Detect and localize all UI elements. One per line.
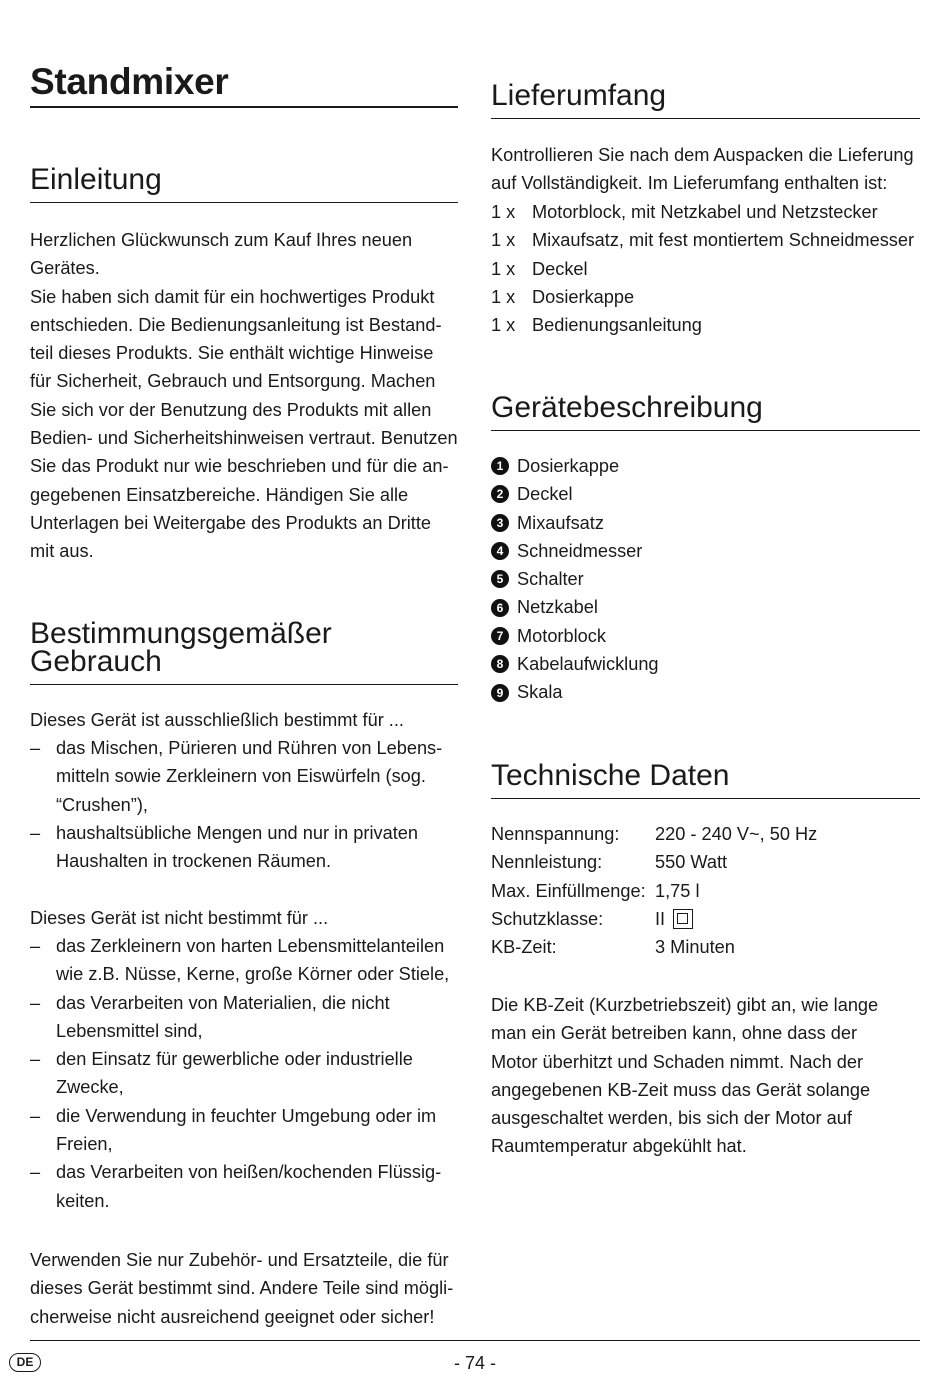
list-item [491, 593, 920, 621]
list-item [491, 255, 920, 283]
number-circle-icon: 2 [491, 485, 509, 503]
list-item [491, 452, 920, 480]
text-line: den Einsatz für gewerbliche oder industrielle [56, 1049, 413, 1070]
dash-bullet: – [30, 822, 41, 843]
number-circle-icon: 6 [491, 599, 509, 617]
table-row [491, 848, 920, 876]
heading-line: Gebrauch [30, 645, 162, 678]
list-item [491, 226, 920, 254]
part-label: Schneidmesser [517, 540, 643, 561]
text-line: man ein Gerät betreiben kann, ohne dass der [491, 1023, 858, 1044]
text-line: keiten. [56, 1190, 110, 1211]
dash-bullet: – [30, 1162, 41, 1183]
dash-bullet: – [30, 738, 41, 758]
list-item [30, 734, 458, 819]
text-line: Kontrollieren Sie nach dem Auspacken die Lieferung [491, 145, 914, 165]
text-line: Herzlichen Glückwunsch zum Kauf Ihres neuen [30, 230, 413, 250]
list-item [491, 283, 920, 311]
list-item [491, 509, 920, 537]
text-line: cherweise nicht ausreichend geeignet oder sicher! [30, 1306, 435, 1327]
dash-bullet: – [30, 936, 41, 956]
spec-value-cell [655, 905, 920, 933]
text-line: Bedien- und Sicherheitshinweisen vertraut. Benutzen [30, 428, 458, 449]
part-label: Dosierkappe [517, 456, 620, 476]
part-label: Kabelaufwicklung [517, 654, 659, 675]
item-name: Mixaufsatz, mit fest montiertem Schneidmesser [532, 230, 915, 251]
text-line: Sie sich vor der Benutzung des Produkts mit allen [30, 399, 432, 420]
bestimmung-intro-not-allowed: Dieses Gerät ist nicht bestimmt für ... [30, 908, 329, 928]
text-line: Unterlagen bei Weitergabe des Produkts an Dritte [30, 512, 432, 533]
text-line: Die KB-Zeit (Kurzbetriebszeit) gibt an, wie lange [491, 995, 879, 1015]
section-heading-geraetebeschreibung: Gerätebeschreibung [491, 394, 920, 431]
list-item [491, 622, 920, 650]
list-item [491, 311, 920, 339]
spec-value: II [655, 908, 666, 929]
device-parts-list [491, 452, 920, 707]
text-line: Verwenden Sie nur Zubehör- und Ersatzteile, die für [30, 1250, 449, 1270]
language-badge: DE [9, 1353, 41, 1372]
text-line: “Crushen”), [56, 794, 148, 815]
allowed-use-list [30, 734, 458, 875]
text-line: ausgeschaltet werden, bis sich der Motor auf [491, 1108, 852, 1129]
text-line: mitteln sowie Zerkleinern von Eiswürfeln (sog. [56, 766, 426, 787]
item-name: Dosierkappe [532, 286, 635, 307]
number-circle-icon: 3 [491, 514, 509, 532]
dash-bullet: – [30, 1049, 41, 1070]
table-row [491, 933, 920, 961]
technical-data-table [491, 820, 920, 961]
page-number: - 74 - [453, 1353, 496, 1373]
number-circle-icon: 7 [491, 627, 509, 645]
not-allowed-use-list [30, 932, 458, 1215]
spec-value: 1,75 l [655, 880, 700, 901]
table-row [491, 905, 920, 933]
text-line: Freien, [56, 1134, 113, 1155]
section-heading-lieferumfang: Lieferumfang [491, 82, 920, 119]
number-circle-icon: 5 [491, 570, 509, 588]
part-label: Netzkabel [517, 597, 598, 618]
number-circle-icon: 8 [491, 655, 509, 673]
section-heading-bestimmung [30, 617, 458, 685]
text-line: Motor überhitzt und Schaden nimmt. Nach der [491, 1051, 864, 1072]
text-line: Sie haben sich damit für ein hochwertiges Produkt [30, 286, 435, 307]
part-label: Motorblock [517, 625, 606, 646]
table-row [491, 877, 920, 905]
bestimmung-closing-paragraph [30, 1246, 458, 1331]
text-line: das Mischen, Pürieren und Rühren von Lebens- [56, 738, 443, 758]
section-heading-einleitung: Einleitung [30, 166, 458, 203]
text-line: Zwecke, [56, 1077, 124, 1098]
part-label: Schalter [517, 569, 584, 590]
list-item [30, 1158, 458, 1215]
text-line: dieses Gerät bestimmt sind. Andere Teile sind mögli- [30, 1278, 454, 1299]
text-line: teil dieses Produkts. Sie enthält wichtige Hinweise [30, 343, 434, 364]
section-heading-technische-daten: Technische Daten [491, 762, 920, 799]
item-quantity: 1 x [491, 315, 516, 336]
heading-line: Bestimmungsgemäßer [30, 617, 332, 650]
spec-key: Schutzklasse: [491, 908, 604, 929]
item-quantity: 1 x [491, 230, 516, 251]
spec-key: KB-Zeit: [491, 937, 557, 958]
spec-value: 220 - 240 V~, 50 Hz [655, 824, 818, 844]
list-item [30, 989, 458, 1046]
item-quantity: 1 x [491, 286, 516, 307]
number-circle-icon: 9 [491, 684, 509, 702]
text-line: auf Vollständigkeit. Im Lieferumfang enthalten ist: [491, 173, 888, 194]
dash-bullet: – [30, 1105, 41, 1126]
text-line: Gerätes. [30, 258, 100, 279]
list-item [30, 932, 458, 989]
page-title: Standmixer [30, 60, 458, 108]
list-item [30, 1045, 458, 1102]
text-line: entschieden. Die Bedienungsanleitung ist Bestand- [30, 314, 442, 335]
item-quantity: 1 x [491, 258, 516, 279]
text-line: haushaltsübliche Mengen und nur in privaten [56, 822, 418, 843]
class-ii-double-square-icon [673, 909, 693, 929]
kb-zeit-note [491, 991, 920, 1161]
list-item [491, 650, 920, 678]
text-line: gegebenen Einsatzbereiche. Händigen Sie alle [30, 484, 409, 505]
text-line: wie z.B. Nüsse, Kerne, große Körner oder Stiele, [56, 964, 450, 985]
number-circle-icon: 1 [491, 457, 509, 475]
number-circle-icon: 4 [491, 542, 509, 560]
list-item [30, 1102, 458, 1159]
text-line: das Verarbeiten von Materialien, die nicht [56, 992, 390, 1013]
text-line: angegebenen KB-Zeit muss das Gerät solange [491, 1079, 871, 1100]
text-line: die Verwendung in feuchter Umgebung oder im [56, 1105, 437, 1126]
text-line: das Verarbeiten von heißen/kochenden Flüssig- [56, 1162, 442, 1183]
item-quantity: 1 x [491, 202, 516, 222]
spec-key: Nennspannung: [491, 824, 620, 844]
text-line: Raumtemperatur abgekühlt hat. [491, 1136, 747, 1157]
part-label: Skala [517, 682, 563, 703]
bestimmung-intro-allowed: Dieses Gerät ist ausschließlich bestimmt für ... [30, 710, 404, 730]
list-item [491, 678, 920, 706]
lieferumfang-intro [491, 141, 920, 198]
text-line: Lebensmittel sind, [56, 1020, 203, 1041]
spec-key: Max. Einfüllmenge: [491, 880, 646, 901]
list-item [491, 480, 920, 508]
text-line: Sie das Produkt nur wie beschrieben und für die an- [30, 456, 449, 477]
text-line: das Zerkleinern von harten Lebensmittelanteilen [56, 936, 445, 956]
list-item [491, 198, 920, 226]
spec-value: 550 Watt [655, 852, 728, 873]
list-item [30, 819, 458, 876]
dash-bullet: – [30, 992, 41, 1013]
text-line: für Sicherheit, Gebrauch und Entsorgung. Machen [30, 371, 436, 392]
item-name: Bedienungsanleitung [532, 315, 702, 336]
item-name: Motorblock, mit Netzkabel und Netzstecker [532, 202, 878, 222]
part-label: Mixaufsatz [517, 512, 604, 533]
footer-divider [30, 1340, 920, 1341]
item-name: Deckel [532, 258, 588, 279]
spec-key: Nennleistung: [491, 852, 603, 873]
text-line: mit aus. [30, 541, 94, 562]
list-item [491, 565, 920, 593]
table-row [491, 820, 920, 848]
delivery-contents-list [491, 198, 920, 339]
text-line: Haushalten in trockenen Räumen. [56, 851, 331, 872]
spec-value: 3 Minuten [655, 937, 735, 958]
einleitung-paragraph [30, 226, 458, 566]
part-label: Deckel [517, 484, 573, 505]
list-item [491, 537, 920, 565]
